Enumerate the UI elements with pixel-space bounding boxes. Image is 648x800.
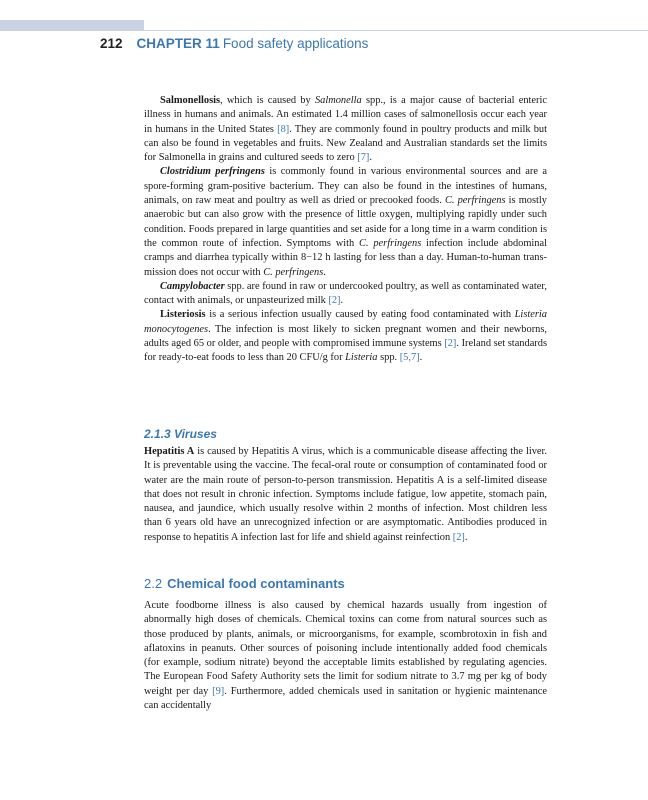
listeriosis-paragraph: Listeriosis is a serious infection usually caused by eating food contaminated with Listeria monocytogenes. The infection is most likely to sicken pregnant women and their newborns, adults aged 65 or older, and people with compromised immune systems [2]. Ireland set standards for ready-to-eat foods to less than 20 CFU/g for Listeria spp. [5,7]. xyxy=(144,309,548,364)
citation-link[interactable]: [7] xyxy=(357,152,370,164)
viruses-heading: 2.1.3 Viruses xyxy=(144,427,217,441)
citation-link[interactable]: [2] xyxy=(328,295,341,307)
clostridium-term: Clostridium perfringens xyxy=(160,166,265,178)
citation-link[interactable]: [2] xyxy=(444,338,457,350)
citation-link[interactable]: [8] xyxy=(277,123,290,135)
running-head xyxy=(100,36,368,51)
citation-link[interactable]: [9] xyxy=(212,685,225,697)
bacteria-section xyxy=(144,94,547,366)
header-color-bar xyxy=(0,20,144,31)
chemical-paragraph: Acute foodborne illness is also caused by chemical hazards usually from ingestion of abnormally high doses of chemicals. Chemical toxins can come from natural sources such as those produced by plants, animals, or microorganisms, for example, scombrotoxin in fish and aflatoxins in peanuts. Other sources of poisoning include intentionally added food chemicals (for example, sodium nitrate) beyond the acceptable limits established by regulating agencies. The European Food Safety Authority sets the limit for sodium nitrate to 3.7 mg per kg of body weight per day [9]. Furthermore, added chemicals used in sanitation or hygienic maintenance can accidentally xyxy=(144,600,547,712)
salmonella-name: Salmonella xyxy=(314,95,362,106)
listeriosis-term: Listeriosis xyxy=(160,309,206,321)
salmonellosis-term: Salmonellosis xyxy=(160,95,221,106)
section-number: 2.2 xyxy=(144,576,163,591)
chapter-label: CHAPTER 11 xyxy=(136,36,220,51)
hepatitis-term: Hepatitis A xyxy=(144,446,195,457)
campylobacter-paragraph: Campylobacter spp. are found in raw or undercooked poultry, as well as contaminated water, contact with animals, or unpasteurized milk [2]. xyxy=(144,280,547,307)
page-number: 212 xyxy=(100,36,123,51)
header-rule xyxy=(144,30,648,31)
viruses-section xyxy=(144,426,547,545)
chapter-title: Food safety applications xyxy=(222,36,369,51)
campylobacter-term: Campylobacter xyxy=(160,280,225,292)
citation-link[interactable]: [5,7] xyxy=(399,352,420,364)
salmonellosis-paragraph: Salmonellosis, which is caused by Salmonella spp., is a major cause of bacterial enteric illness in humans and animals. An estimated 1.4 million cases of salmonellosis occur each year in humans in the United States [8]. They are commonly found in poultry products and milk but can also be found in vegetables and fruits. New Zealand and Australian standards set the limits for Salmonella in grains and cultured seeds to zero [7]. xyxy=(144,95,547,164)
citation-link[interactable]: [2] xyxy=(452,531,465,543)
chemical-heading xyxy=(144,575,547,593)
hepatitis-paragraph: Hepatitis A is caused by Hepatitis A virus, which is a communicable disease affecting the liver. It is preventable using the vaccine. The fecal-oral route or consumption of contaminated food or water are the main route of person-to-person transmission. Hepatitis A is a self-limited disease that does not result in chronic infection. Symptoms include fatigue, low appetite, stomach pain, nausea, and jaundice, which usually resolve within 2 months of infection. Most children less than 6 years old have an unrecognized infection or are asymptomatic. Antibodies produced in response to hepatitis A infection last for life and shield against reinfection [2]. xyxy=(144,446,548,543)
section-title: Chemical food contaminants xyxy=(167,576,345,591)
chemical-section xyxy=(144,575,547,713)
clostridium-paragraph: Clostridium perfringens is commonly found in various environmental sources and are a spore-forming gram-positive bacterium. They can also be found in the intestines of humans, animals, on raw meat and poultry as well as dried or precooked foods. C. perfringens is mostly anaerobic but can also grow with the presence of little oxygen, multiplying rapidly under such condition. Foods prepared in large quantities and set aside for a long time in a warm condition is the common route of infection. Symptoms with C. perfringens infection include abdominal cramps and diarrhea typically within 8−12 h lasting for less than a day. Human-to-human transmission does not occur with C. perfringens. xyxy=(144,166,547,278)
